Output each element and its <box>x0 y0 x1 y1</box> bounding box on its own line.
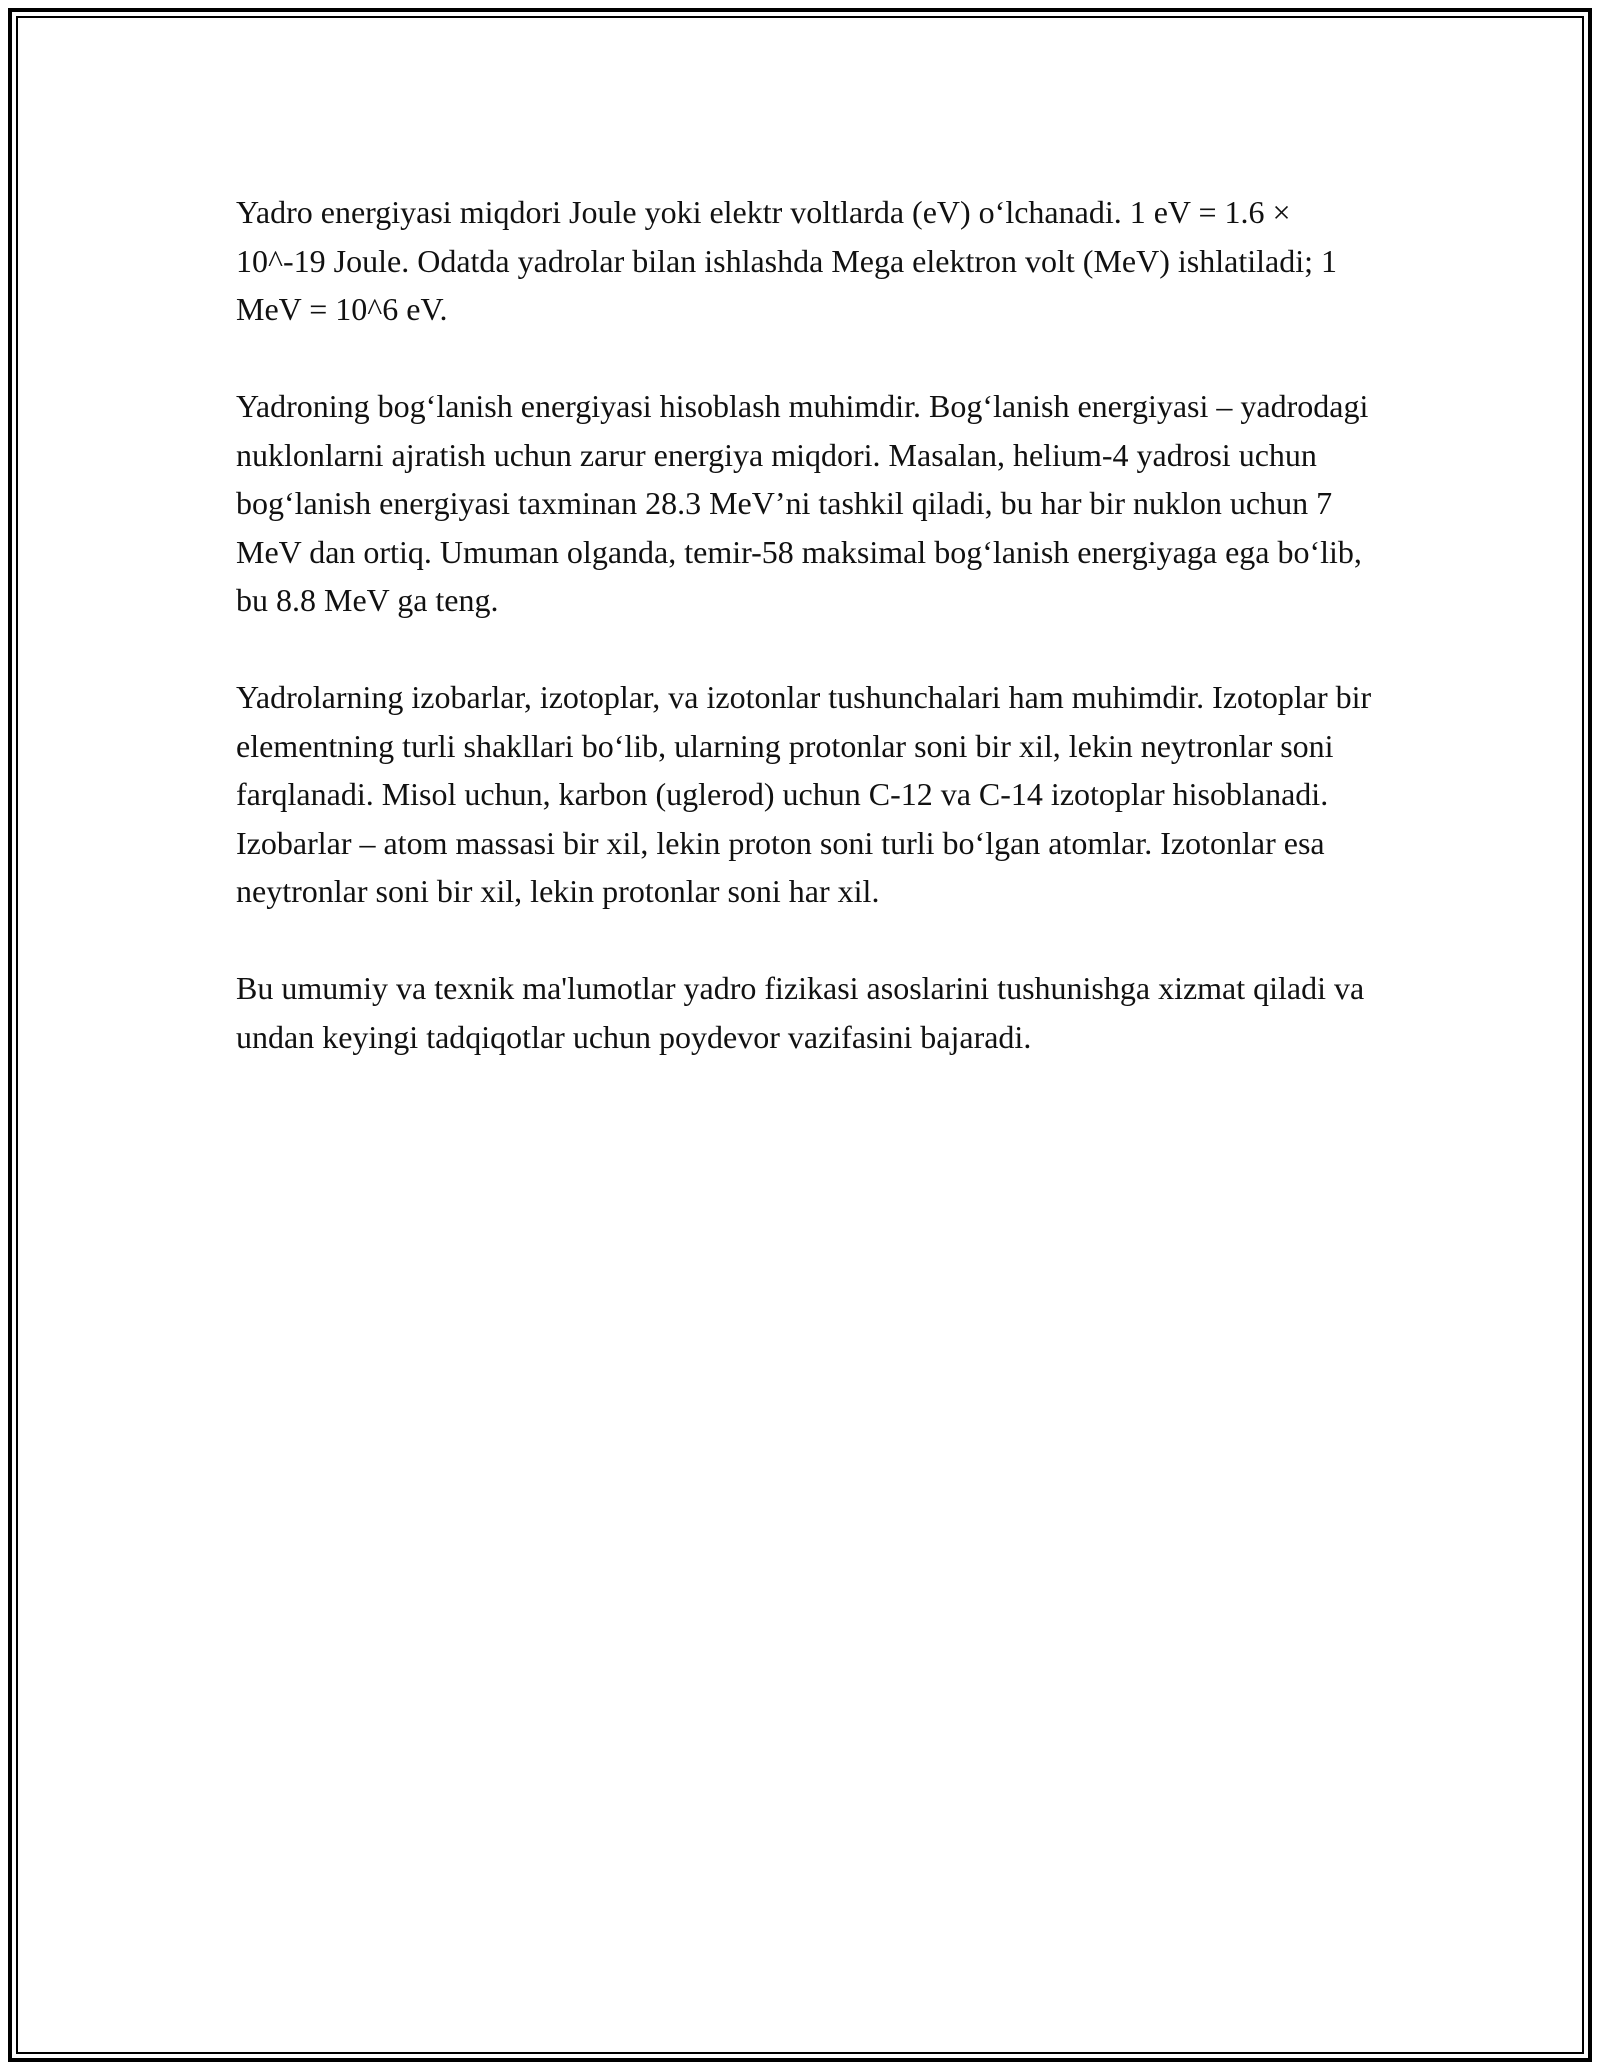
paragraph-isotopes: Yadrolarning izobarlar, izotoplar, va izotonlar tushunchalari ham muhimdir. Izotoplar bir elementning turli shakllari bo‘lib, ularning protonlar soni bir xil, lekin neytronlar soni farqlanadi. Misol uchun, karbon (uglerod) uchun C-12 va C-14 izotoplar hisoblanadi. Izobarlar – atom massasi bir xil, lekin proton soni turli bo‘lgan atomlar. Izotonlar esa neytronlar soni bir xil, lekin protonlar soni har xil. <box>236 679 1372 909</box>
paragraph-binding-energy: Yadroning bog‘lanish energiyasi hisoblash muhimdir. Bog‘lanish energiyasi – yadrodagi nuklonlarni ajratish uchun zarur energiya miqdori. Masalan, helium-4 yadrosi uchun bog‘lanish energiyasi taxminan 28.3 MeV’ni tashkil qiladi, bu har bir nuklon uchun 7 MeV dan ortiq. Umuman olganda, temir-58 maksimal bog‘lanish energiyaga ega bo‘lib, bu 8.8 MeV ga teng. <box>236 388 1369 618</box>
paragraph-conclusion: Bu umumiy va texnik ma'lumotlar yadro fizikasi asoslarini tushunishga xizmat qiladi va undan keyingi tadqiqotlar uchun poydevor vazifasini bajaradi. <box>236 970 1365 1055</box>
paragraph-energy-units: Yadro energiyasi miqdori Joule yoki elektr voltlarda (eV) o‘lchanadi. 1 eV = 1.6 × 10^-19 Joule. Odatda yadrolar bilan ishlashda Mega elektron volt (MeV) ishlatiladi; 1 MeV = 10^6 eV. <box>236 194 1337 327</box>
document-body <box>236 188 1376 1110</box>
